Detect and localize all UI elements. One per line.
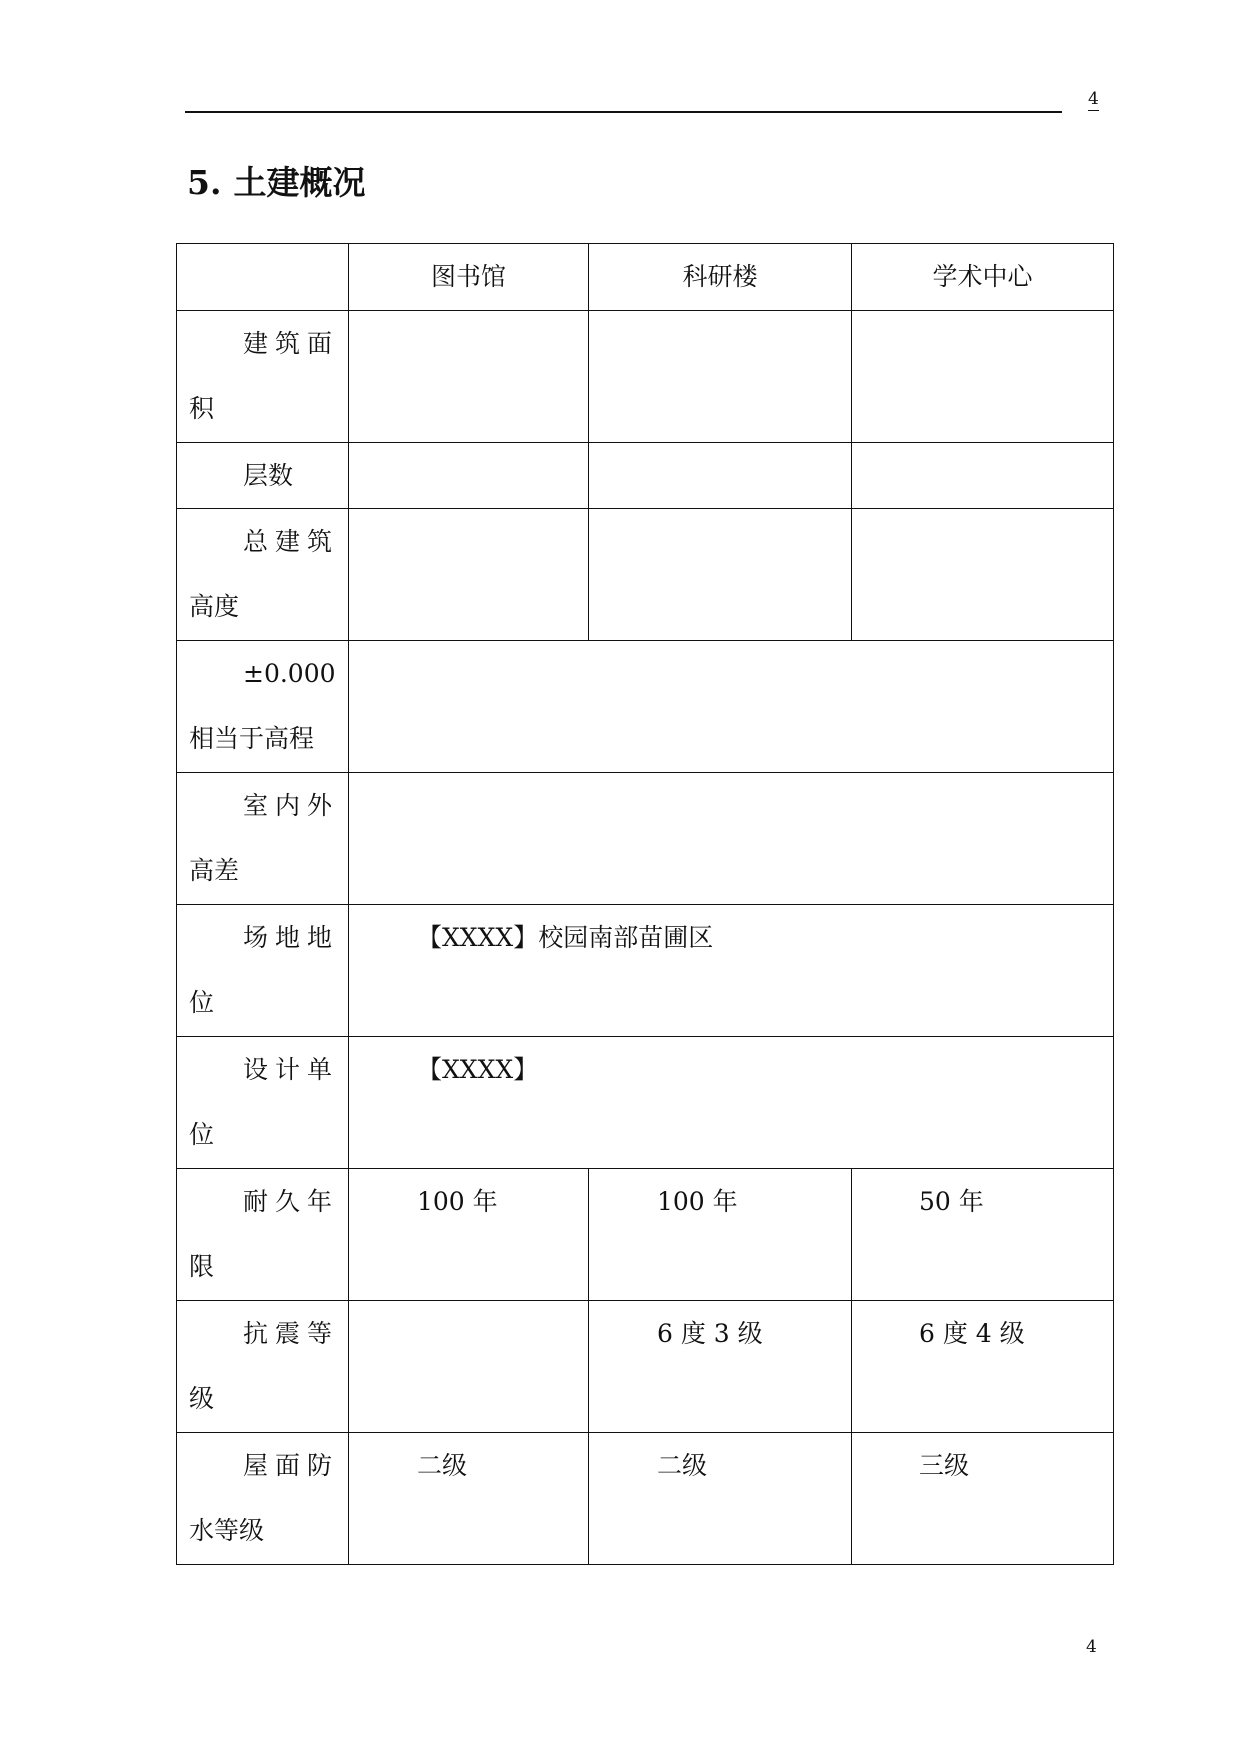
row-label-line2: 高差 — [189, 856, 240, 885]
table-cell: 100 年 — [349, 1169, 589, 1301]
row-label-line2: 积 — [189, 394, 215, 423]
row-label — [177, 641, 349, 773]
row-label-line2: 水等级 — [189, 1516, 265, 1545]
row-label-line2: 相当于高程 — [189, 724, 315, 753]
table-cell: 100 年 — [589, 1169, 852, 1301]
header-rule — [185, 111, 1062, 113]
row-label-line1: 耐久年 — [243, 1187, 340, 1216]
footer-page-number: 4 — [1086, 1637, 1097, 1657]
row-label-line1: 场地地 — [243, 923, 340, 952]
row-label — [177, 443, 349, 509]
header-cell-academic-center: 学术中心 — [852, 244, 1114, 311]
table-cell — [589, 311, 852, 443]
row-label-line1: 建筑面 — [243, 329, 340, 358]
table-cell: 三级 — [852, 1433, 1114, 1565]
table-row-seismic-grade — [177, 1301, 1114, 1433]
table-cell: 6 度 4 级 — [852, 1301, 1114, 1433]
row-label-line1: 抗震等 — [243, 1319, 340, 1348]
row-label — [177, 1433, 349, 1565]
table-header-row — [177, 244, 1114, 311]
table-cell: 6 度 3 级 — [589, 1301, 852, 1433]
row-label-line2: 级 — [189, 1384, 215, 1413]
row-label-line2: 位 — [189, 988, 215, 1017]
row-label-line1: 总建筑 — [243, 527, 340, 556]
table-row-durability — [177, 1169, 1114, 1301]
row-label-line1: 设计单 — [243, 1055, 340, 1084]
table-cell — [349, 443, 589, 509]
header-page-number: 4 — [1088, 89, 1099, 109]
civil-overview-table — [176, 243, 1114, 1565]
table-cell — [349, 311, 589, 443]
row-label — [177, 773, 349, 905]
row-label — [177, 509, 349, 641]
table-cell — [589, 443, 852, 509]
table-row-building-area — [177, 311, 1114, 443]
table-cell: 50 年 — [852, 1169, 1114, 1301]
row-label-line1: 屋面防 — [243, 1451, 340, 1480]
table-row-roof-waterproof-grade — [177, 1433, 1114, 1565]
table-row-floors — [177, 443, 1114, 509]
row-label — [177, 1301, 349, 1433]
section-number: 5. — [187, 163, 222, 202]
table-cell: 二级 — [349, 1433, 589, 1565]
table-cell — [349, 1301, 589, 1433]
header-cell-library: 图书馆 — [349, 244, 589, 311]
row-label — [177, 1169, 349, 1301]
table-row-site-location — [177, 905, 1114, 1037]
row-label — [177, 1037, 349, 1169]
table-row-design-unit — [177, 1037, 1114, 1169]
table-cell-merged — [349, 773, 1114, 905]
table-row-total-height — [177, 509, 1114, 641]
table-cell — [349, 509, 589, 641]
section-title — [187, 161, 365, 205]
table-cell — [852, 509, 1114, 641]
site-location-value: 【XXXX】校园南部苗圃区 — [349, 905, 1114, 1037]
row-label-line1: ±0.000 — [243, 659, 336, 688]
table-cell — [589, 509, 852, 641]
row-label-line1: 层数 — [243, 461, 294, 490]
table-cell: 二级 — [589, 1433, 852, 1565]
table-cell — [852, 311, 1114, 443]
row-label — [177, 905, 349, 1037]
header-cell-research-building: 科研楼 — [589, 244, 852, 311]
header-cell-corner — [177, 244, 349, 311]
table-row-elevation — [177, 641, 1114, 773]
section-title-text: 土建概况 — [233, 163, 366, 202]
table-cell-merged — [349, 641, 1114, 773]
row-label-line2: 位 — [189, 1120, 215, 1149]
row-label-line2: 高度 — [189, 592, 240, 621]
row-label — [177, 311, 349, 443]
design-unit-value: 【XXXX】 — [349, 1037, 1114, 1169]
table-cell — [852, 443, 1114, 509]
table-row-indoor-outdoor-difference — [177, 773, 1114, 905]
row-label-line1: 室内外 — [243, 791, 340, 820]
row-label-line2: 限 — [189, 1252, 215, 1281]
